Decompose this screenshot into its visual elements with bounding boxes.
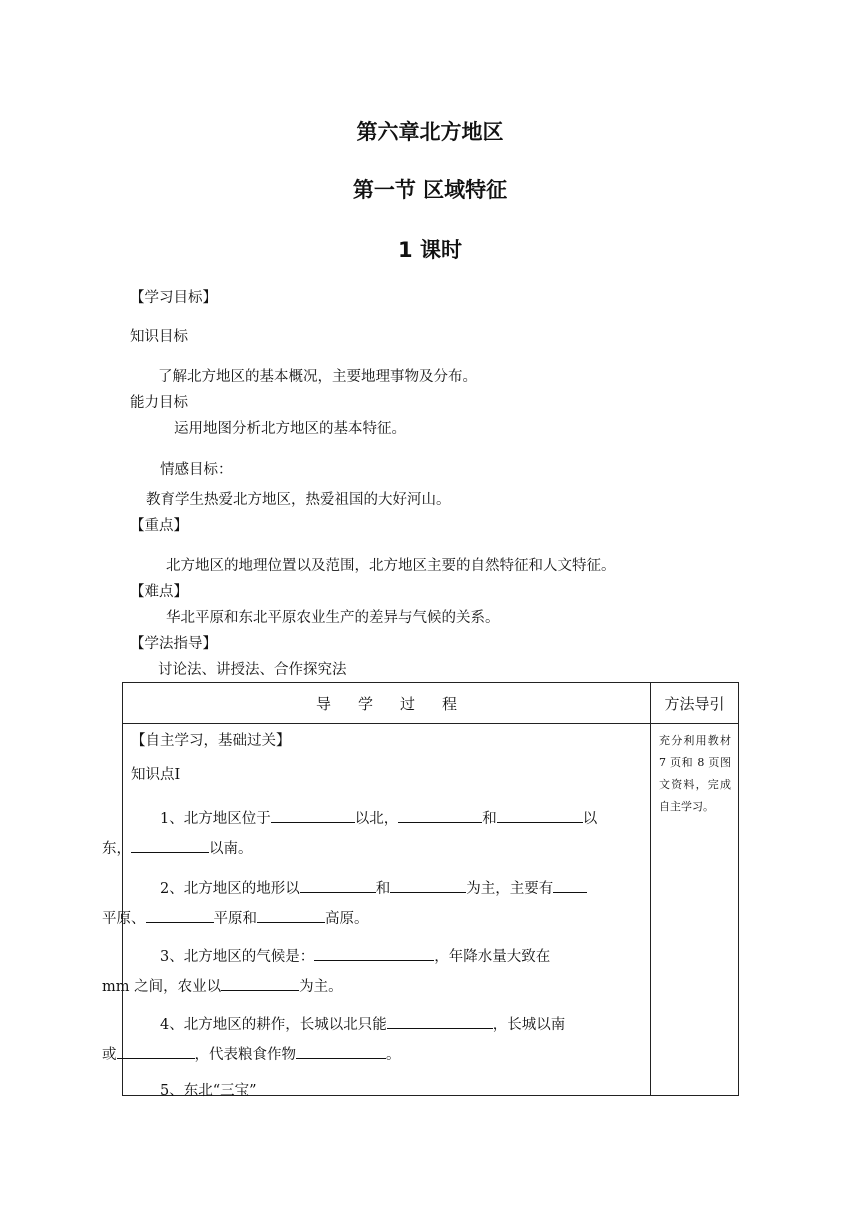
- answer-blank[interactable]: [131, 837, 209, 853]
- emotion-label: 情感目标：: [160, 462, 233, 478]
- self-study-heading: 【自主学习，基础过关】: [131, 733, 291, 749]
- question-4: 4、北方地区的耕作，长城以北只能 ，长城以南 或 ，代表粮食作物 。: [131, 1010, 643, 1070]
- answer-blank[interactable]: [257, 907, 325, 923]
- objectives-heading: 【学习目标】: [130, 290, 217, 306]
- answer-blank[interactable]: [387, 1013, 493, 1029]
- question-1: 1、北方地区位于 以北， 和 以 东， 以南。: [131, 804, 643, 864]
- answer-blank[interactable]: [300, 877, 376, 893]
- question-3: 3、北方地区的气候是： ，年降水量大致在 mm 之间，农业以 为主。: [131, 942, 643, 1002]
- ability-label: 能力目标: [130, 395, 188, 411]
- answer-blank[interactable]: [390, 877, 466, 893]
- answer-blank[interactable]: [314, 945, 434, 961]
- answer-blank[interactable]: [271, 807, 355, 823]
- ability-text: 运用地图分析北方地区的基本特征。: [174, 421, 406, 437]
- knowledge-point-label: 知识点Ⅰ: [131, 767, 181, 783]
- chapter-title: 第六章北方地区: [356, 120, 504, 144]
- method-note: 充分利用教材 7 页和 8 页图文资料，完成自主学习。: [659, 734, 731, 813]
- answer-blank[interactable]: [497, 807, 583, 823]
- answer-blank[interactable]: [398, 807, 482, 823]
- process-cell: [102, 724, 651, 1099]
- question-2: 2、北方地区的地形以 和 为主，主要有 平原、 平原和 高原。: [131, 874, 643, 934]
- answer-blank[interactable]: [221, 975, 299, 991]
- method-column-header: 方法导引: [651, 683, 739, 724]
- guide-table: [102, 682, 739, 1099]
- lesson-title: 1 课时: [398, 238, 462, 262]
- difficulties-heading: 【难点】: [130, 584, 188, 600]
- process-column-label: 导学过程: [315, 694, 484, 713]
- method-cell: [651, 724, 739, 1096]
- emotion-text: 教育学生热爱北方地区，热爱祖国的大好河山。: [146, 492, 451, 508]
- knowledge-label: 知识目标: [130, 329, 188, 345]
- section-title: 第一节 区域特征: [352, 178, 508, 202]
- question-5: 5、东北“三宝”: [160, 1083, 257, 1099]
- answer-blank[interactable]: [117, 1043, 195, 1059]
- knowledge-text: 了解北方地区的基本概况，主要地理事物及分布。: [158, 369, 477, 385]
- key-points-heading: 【重点】: [130, 518, 188, 534]
- key-points-text: 北方地区的地理位置以及范围，北方地区主要的自然特征和人文特征。: [166, 558, 616, 574]
- answer-blank[interactable]: [553, 877, 587, 893]
- methods-heading: 【学法指导】: [130, 636, 217, 652]
- process-column-header: [123, 683, 651, 724]
- answer-blank[interactable]: [296, 1043, 386, 1059]
- answer-blank[interactable]: [146, 907, 214, 923]
- methods-text: 讨论法、讲授法、合作探究法: [158, 662, 347, 678]
- difficulties-text: 华北平原和东北平原农业生产的差异与气候的关系。: [166, 610, 500, 626]
